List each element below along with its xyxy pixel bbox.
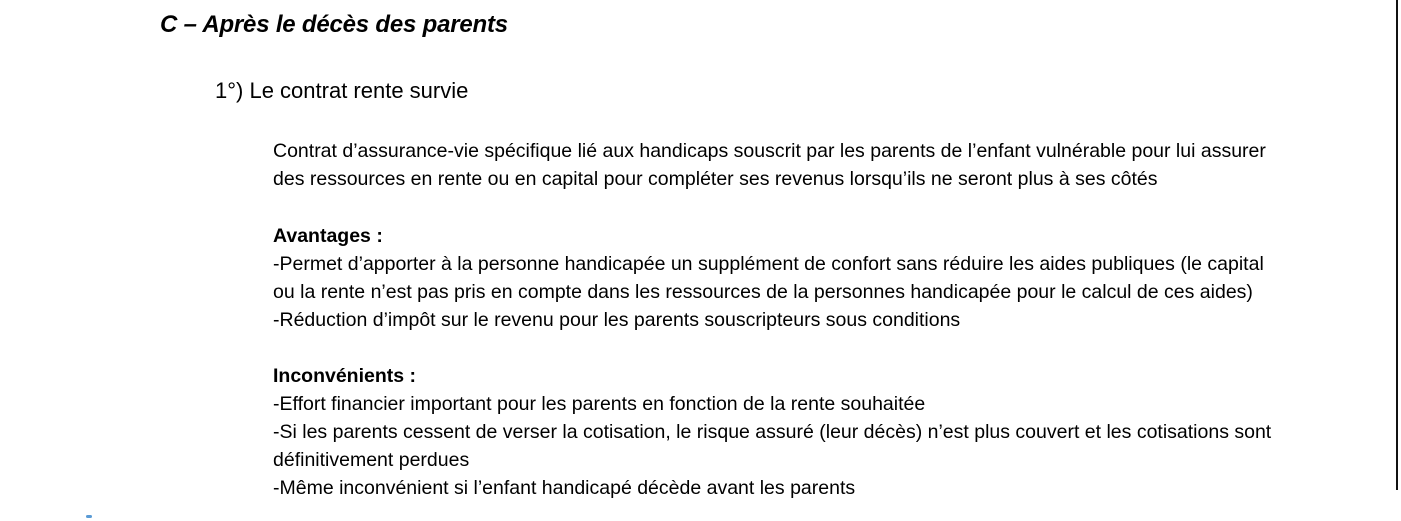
drawback-line: -Si les parents cessent de verser la cotisation, le risque assuré (leur décès) n’est plus couvert et les cotisations sont — [273, 421, 1272, 443]
drawbacks-heading: Inconvénients : — [273, 365, 417, 387]
advantage-line: ou la rente n’est pas pris en compte dans les ressources de la personnes handicapée pour le calcul de ces aides) — [273, 281, 1253, 303]
drawback-line: -Même inconvénient si l’enfant handicapé décède avant les parents — [273, 477, 856, 499]
advantage-line: -Réduction d’impôt sur le revenu pour les parents souscripteurs sous conditions — [273, 309, 961, 331]
drawback-line: définitivement perdues — [273, 449, 470, 471]
intro-line: des ressources en rente ou en capital pour compléter ses revenus lorsqu’ils ne seront plus à ses côtés — [273, 168, 1158, 190]
advantages-block — [273, 222, 1373, 334]
intro-line: Contrat d’assurance-vie spécifique lié aux handicaps souscrit par les parents de l’enfant vulnérable pour lui assurer — [273, 140, 1266, 162]
section-heading: C – Après le décès des parents — [160, 11, 508, 38]
advantage-line: -Permet d’apporter à la personne handicapée un supplément de confort sans réduire les aides publiques (le capital — [273, 253, 1264, 275]
intro-paragraph — [273, 137, 1373, 193]
subsection-heading: 1°) Le contrat rente survie — [215, 78, 469, 103]
cursor-mark — [86, 515, 92, 518]
drawbacks-block — [273, 362, 1373, 502]
advantages-heading: Avantages : — [273, 225, 383, 247]
drawback-line: -Effort financier important pour les parents en fonction de la rente souhaitée — [273, 393, 926, 415]
page-right-border — [1396, 0, 1398, 490]
